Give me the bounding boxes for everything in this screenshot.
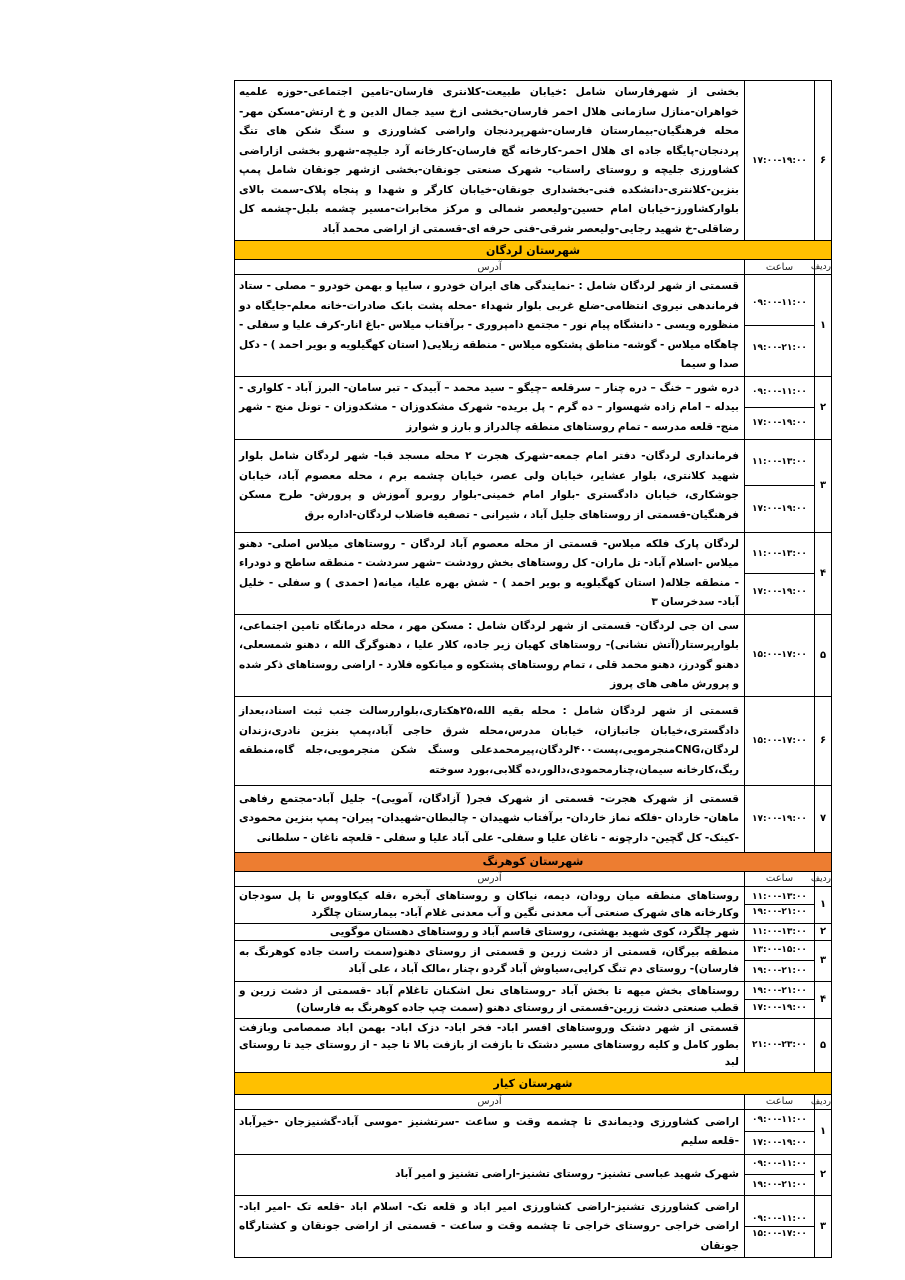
- row-number: ۴: [815, 981, 832, 1018]
- row-number: ۷: [815, 785, 832, 852]
- header-address: آدرس: [235, 260, 745, 275]
- time-slot: ۰۹:۰۰-۱۱:۰۰: [752, 386, 807, 397]
- address-cell: دره شور – خنگ – دره چنار – سرقلعه –چیگو – سید محمد – آبیدک - تبر سامان- البرز آباد - کلواری - بیدله – امام زاده شهسوار – ده گرم - پل بریده- شهرک مشکدوزان - مشکدوزان - تونل منج - شهر منج- قلعه مدرسه - تمام روستاهای منطقه چالدراز و بارز و شوارز: [235, 376, 745, 439]
- table-row: [235, 275, 832, 377]
- address-cell: قسمتی از شهر لردگان شامل : محله بقیه الله،۲۵هکتاری،بلواررسالت جنب ثبت اسناد،بعداز دادگستری،خیابان جانبازان، خیابان مدرس،محله شرق حاجی آباد،پمپ بنزین نادری،زندان لردگان،CNGمنجرمویی،پست۴۰۰لردگان،پیرمحمدعلی وسنگ شکن منجرمویی،جله گاه،منطقه ریگ،کارخانه سیمان،چنارمحمودی،دالور،ده گلابی،بورد سوخته: [235, 696, 745, 785]
- time-slot: ۱۵:۰۰-۱۷:۰۰: [752, 650, 807, 660]
- time-slot: ۱۱:۰۰-۱۳:۰۰: [752, 457, 807, 468]
- address-cell: روستاهای منطقه میان رودان، دیمه، نیاکان و روستاهای آبخره ،قله کیکاووس تا پل سودجان وکارخانه های شهرک صنعتی آب معدنی نگین و آب معدنی غلام آباد- بیمارستان چلگرد: [235, 886, 745, 923]
- section-title-row: [235, 241, 832, 260]
- time-cell: [745, 1018, 815, 1072]
- time-cell: [745, 439, 815, 532]
- time-slot: ۱۵:۰۰-۱۷:۰۰: [752, 735, 807, 746]
- section-title-row: [235, 1072, 832, 1094]
- header-time: ساعت: [745, 871, 815, 886]
- header-time: ساعت: [745, 260, 815, 275]
- row-number: ۶: [815, 81, 832, 241]
- table-row: [235, 923, 832, 940]
- time-cell: [745, 981, 815, 1018]
- address-cell: قسمتی از شهر لردگان شامل : -نمایندگی های ایران خودرو ، سایپا و بهمن خودرو – مصلی - ستاد فرماندهی نیروی انتظامی-ضلع غربی بلوار شهداء -محله پشت بانک صادرات-خانه معلم-جایگاه دو منظوره ویسی - دانشگاه پیام نور - مجتمع دامپروری - برآفتاب میلاس -باغ انار-کرف علیا و سفلی - چاهگاه میلاس - گوشه- مناطق پشتکوه میلاس - منطقه زیلایی( استان کهگیلویه و بویر احمد ) - دکل صدا و سیما: [235, 275, 745, 377]
- time-slot: ۱۱:۰۰-۱۳:۰۰: [752, 548, 807, 559]
- header-row: [235, 1094, 832, 1109]
- table-row: [235, 614, 832, 696]
- time-slot: ۰۹:۰۰-۱۱:۰۰: [752, 1213, 807, 1224]
- table-row: [235, 1195, 832, 1258]
- header-row: [235, 260, 832, 275]
- address-cell: بخشی از شهرفارسان شامل :خیابان طبیعت-کلانتری فارسان-تامین اجتماعی-حوزه علمیه خواهران-منازل سازمانی هلال احمر فارسان-بخشی ازخ سید جمال الدین و خ ارتش-مسکن مهر-محله فرهنگیان-بیمارستان فارسان-شهرپردنجان واراضی کشاورزی و سنگ شکن های تنگ پردنجان-پایگاه جاده ای هلال احمر-کارخانه گچ فارسان-کارخانه آرد جلیچه-شهرو بخشی ازاراضی کشاورزی جلیچه و روستای راستاب- شهرک صنعتی جونقان-بخشی ازشهر جونقان شامل پمپ بنزین-کلانتری-دانشکده فنی-بخشداری جونقان-خیابان کارگر و شهدا و پنجاه پلاک-سمت بالای بلوارکشاورز-خیابان امام حسین-ولیعصر شمالی و مرکز مخابرات-مسیر چشمه بلبل-چشمه کل رضاقلی-خ شهید رجایی-ولیعصر شرقی-فنی حرفه ای-قسمتی از اراضی محمد آباد: [235, 81, 745, 241]
- row-number: ۵: [815, 1018, 832, 1072]
- time-cell: [745, 1195, 815, 1258]
- time-slot: ۱۷:۰۰-۱۹:۰۰: [745, 407, 814, 439]
- section-title: شهرستان کیار: [235, 1072, 832, 1094]
- time-slot: ۱۷:۰۰-۱۹:۰۰: [752, 813, 807, 824]
- time-slot: ۱۹:۰۰-۲۱:۰۰: [745, 1174, 814, 1195]
- time-cell: [745, 81, 815, 241]
- header-address: آدرس: [235, 1094, 745, 1109]
- address-cell: قسمتی از شهر دشتک وروستاهای افسر اباد- فخر اباد- دزک اباد- بهمن اباد صمصامی وبازفت بطور کامل و کلیه روستاهای مسیر دشتک تا بازفت از بازفت بالا تا جید - از روستای جید تا روستای لبد: [235, 1018, 745, 1072]
- address-cell: لردگان پارک فلکه میلاس- قسمتی از محله معصوم آباد لردگان - روستاهای میلاس اصلی- دهنو میلاس -اسلام آباد- تل ماران- کل روستاهای بخش رودشت –شهر سردشت - منطقه ساطح و دودراء - منطقه جلاله( استان کهگیلویه و بویر احمد ) - شش بهره علیا، میانه( احمدی ) و سفلی - خلیل آباد- سدخرسان ۳: [235, 532, 745, 614]
- section-title: شهرستان لردگان: [235, 241, 832, 260]
- row-number: ۳: [815, 439, 832, 532]
- time-cell: [745, 1109, 815, 1154]
- time-slot: ۱۷:۰۰-۱۹:۰۰: [745, 1131, 814, 1154]
- time-slot: ۱۹:۰۰-۲۱:۰۰: [752, 985, 807, 996]
- row-number: ۱: [815, 1109, 832, 1154]
- section-title: شهرستان کوهرنگ: [235, 852, 832, 871]
- time-slot: ۱۹:۰۰-۲۱:۰۰: [745, 904, 814, 920]
- header-time: ساعت: [745, 1094, 815, 1109]
- time-slot: ۱۷:۰۰-۱۹:۰۰: [745, 485, 814, 532]
- address-cell: شهرک شهید عباسی تشنیز- روستای تشنیز-اراضی تشنیز و امیر آباد: [235, 1154, 745, 1195]
- outage-schedule: [234, 80, 831, 1258]
- row-number: ۲: [815, 376, 832, 439]
- address-cell: فرمانداری لردگان- دفتر امام جمعه-شهرک هجرت ۲ محله مسجد قبا- شهر لردگان شامل بلوار شهید کلانتری، بلوار عشایر، خیابان ولی عصر، خیابان چشمه برم ، محله معصوم آباد، خیابان جوشکاری، خیابان دادگستری -بلوار امام خمینی-بلوار روبرو آموزش و پرورش- طرح مسکن فرهنگیان-قسمتی از روستاهای جلیل آباد ، شیرانی - تصفیه فاضلاب لردگان-اداره برق: [235, 439, 745, 532]
- header-row-number: ردیف: [815, 260, 832, 275]
- header-row-number: ردیف: [815, 871, 832, 886]
- row-number: ۶: [815, 696, 832, 785]
- time-cell: [745, 940, 815, 981]
- time-slot: ۱۷:۰۰-۱۹:۰۰: [752, 155, 807, 166]
- time-slot: ۲۱:۰۰-۲۳:۰۰: [752, 1040, 807, 1050]
- time-cell: [745, 886, 815, 923]
- time-slot: ۱۱:۰۰-۱۳:۰۰: [752, 926, 807, 937]
- table-row: [235, 1109, 832, 1154]
- table-row: [235, 696, 832, 785]
- row-number: ۲: [815, 923, 832, 940]
- time-slot: ۱۱:۰۰-۱۳:۰۰: [752, 891, 807, 902]
- table-row: [235, 81, 832, 241]
- table-row: [235, 376, 832, 439]
- row-number: ۳: [815, 1195, 832, 1258]
- address-cell: شهر چلگرد، کوی شهید بهشتی، روستای قاسم آباد و روستاهای دهستان موگویی: [235, 923, 745, 940]
- time-slot: ۱۵:۰۰-۱۷:۰۰: [745, 1226, 814, 1242]
- time-cell: [745, 923, 815, 940]
- time-cell: [745, 275, 815, 377]
- address-cell: روستاهای بخش میهه تا بخش آباد -روستاهای نعل اشکنان تاغلام آباد -قسمتی از دشت زرین و قطب صنعتی دشت زرین-قسمتی از روستای دهنو (سمت چپ جاده کوهرنگ به فارسان): [235, 981, 745, 1018]
- address-cell: اراضی کشاورزی ودیماندی تا چشمه وقت و ساعت -سرتشنیز -موسی آباد-گشنیزجان -خیرآباد -قلعه سلیم: [235, 1109, 745, 1154]
- table-row: [235, 1154, 832, 1195]
- table-row: [235, 439, 832, 532]
- table-row: [235, 532, 832, 614]
- time-slot: ۱۹:۰۰-۲۱:۰۰: [745, 325, 814, 370]
- schedule-table: [234, 80, 832, 1258]
- row-number: ۱: [815, 886, 832, 923]
- address-cell: منطقه بیرگان، قسمتی از دشت زرین و قسمتی از روستای دهنو(سمت راست جاده کوهرنگ به فارسان)- روستای دم تنگ کرایی،سیاوش آباد گردو ،چنار ،مالک آباد ، علی آباد: [235, 940, 745, 981]
- row-number: ۴: [815, 532, 832, 614]
- section-title-row: [235, 852, 832, 871]
- table-row: [235, 886, 832, 923]
- time-slot: ۰۹:۰۰-۱۱:۰۰: [752, 1115, 807, 1126]
- row-number: ۳: [815, 940, 832, 981]
- time-slot: ۰۹:۰۰-۱۱:۰۰: [752, 1159, 807, 1170]
- header-row: [235, 871, 832, 886]
- table-row: [235, 940, 832, 981]
- time-slot: ۱۳:۰۰-۱۵:۰۰: [752, 945, 807, 956]
- time-cell: [745, 376, 815, 439]
- address-cell: اراضی کشاورزی تشنیز-اراضی کشاورزی امیر اباد و قلعه تک- اسلام اباد -قلعه تک -امیر اباد- اراضی خراجی -روستای خراجی تا چشمه وقت و ساعت - قسمتی از اراضی جونقان و کشتارگاه جونقان: [235, 1195, 745, 1258]
- row-number: ۲: [815, 1154, 832, 1195]
- table-row: [235, 981, 832, 1018]
- time-cell: [745, 696, 815, 785]
- time-cell: [745, 614, 815, 696]
- table-row: [235, 785, 832, 852]
- time-cell: [745, 532, 815, 614]
- time-cell: [745, 1154, 815, 1195]
- address-cell: سی ان جی لردگان- قسمتی از شهر لردگان شامل : مسکن مهر ، محله درمانگاه تامین اجتماعی، بلوارپرستار(آتش نشانی)- روستاهای کهیان زیر جاده، کلار علیا ، دهنوگرگ الله ، دهنو شمسعلی، دهنو گودرز، دهنو محمد قلی ، تمام روستاهای پشتکوه و میانکوه فلارد - اراضی روستاهای ذکر شده و پرورش ماهی های پروز: [235, 614, 745, 696]
- time-cell: [745, 785, 815, 852]
- header-address: آدرس: [235, 871, 745, 886]
- time-slot: ۱۷:۰۰-۱۹:۰۰: [745, 999, 814, 1017]
- table-row: [235, 1018, 832, 1072]
- row-number: ۱: [815, 275, 832, 377]
- time-slot: ۰۹:۰۰-۱۱:۰۰: [752, 298, 807, 308]
- header-row-number: ردیف: [815, 1094, 832, 1109]
- time-slot: ۱۷:۰۰-۱۹:۰۰: [745, 573, 814, 612]
- row-number: ۵: [815, 614, 832, 696]
- address-cell: قسمتی از شهرک هجرت- قسمتی از شهرک فجر( آزادگان، آمویی)- جلیل آباد-مجتمع رفاهی ماهان- خاردان -فلکه نماز خاردان- برآفتاب شهیدان - چالبطان-شهیدان- پیران- پمپ بنزین محمودی -کینک- کل گچین- دارچونه - ناغان علیا و سفلی- علی آباد علیا و سفلی - قلعچه ناغان - سلطانی: [235, 785, 745, 852]
- time-slot: ۱۹:۰۰-۲۱:۰۰: [745, 960, 814, 981]
